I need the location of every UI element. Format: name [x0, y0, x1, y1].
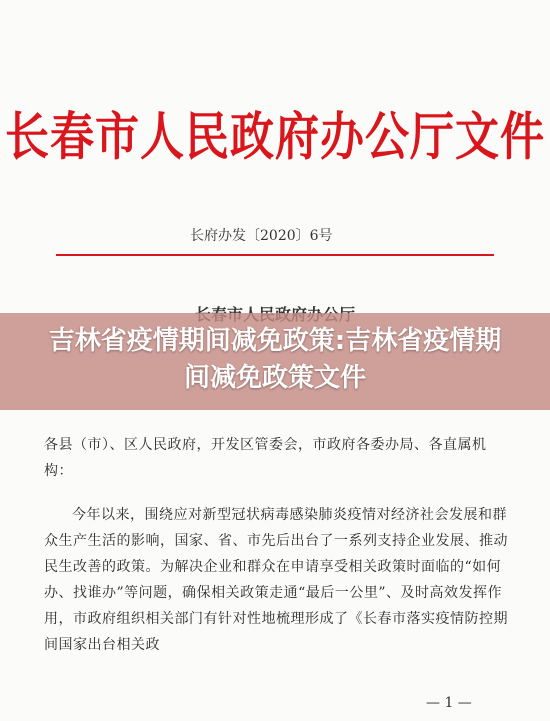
document-header: 长春市人民政府办公厅文件 [5, 107, 545, 168]
page-number: — 1 — [426, 695, 472, 711]
document-number: 长府办发〔2020〕6号 [190, 228, 333, 244]
red-divider [56, 254, 494, 256]
document-body [44, 432, 514, 658]
banner-title: 吉林省疫情期间减免政策:吉林省疫情期间减免政策文件 [48, 326, 502, 393]
body-paragraph: 今年以来，围绕应对新型冠状病毒感染肺炎疫情对经济社会发展和群众生产生活的影响，国家、省、市先后出台了一系列支持企业发展、推动民生改善的政策。为解决企业和群众在申请享受相关政策时面临的“如何办、找谁办”等问题，确保相关政策走通“最后一公里”、及时高效发挥作用，市政府组织相关部门有针对性地梳理形成了《长春市落实疫情防控期间国家出台相关政 [44, 507, 508, 653]
recipients-line: 各县（市）、区人民政府，开发区管委会，市政府各委办局、各直属机构： [44, 437, 487, 479]
